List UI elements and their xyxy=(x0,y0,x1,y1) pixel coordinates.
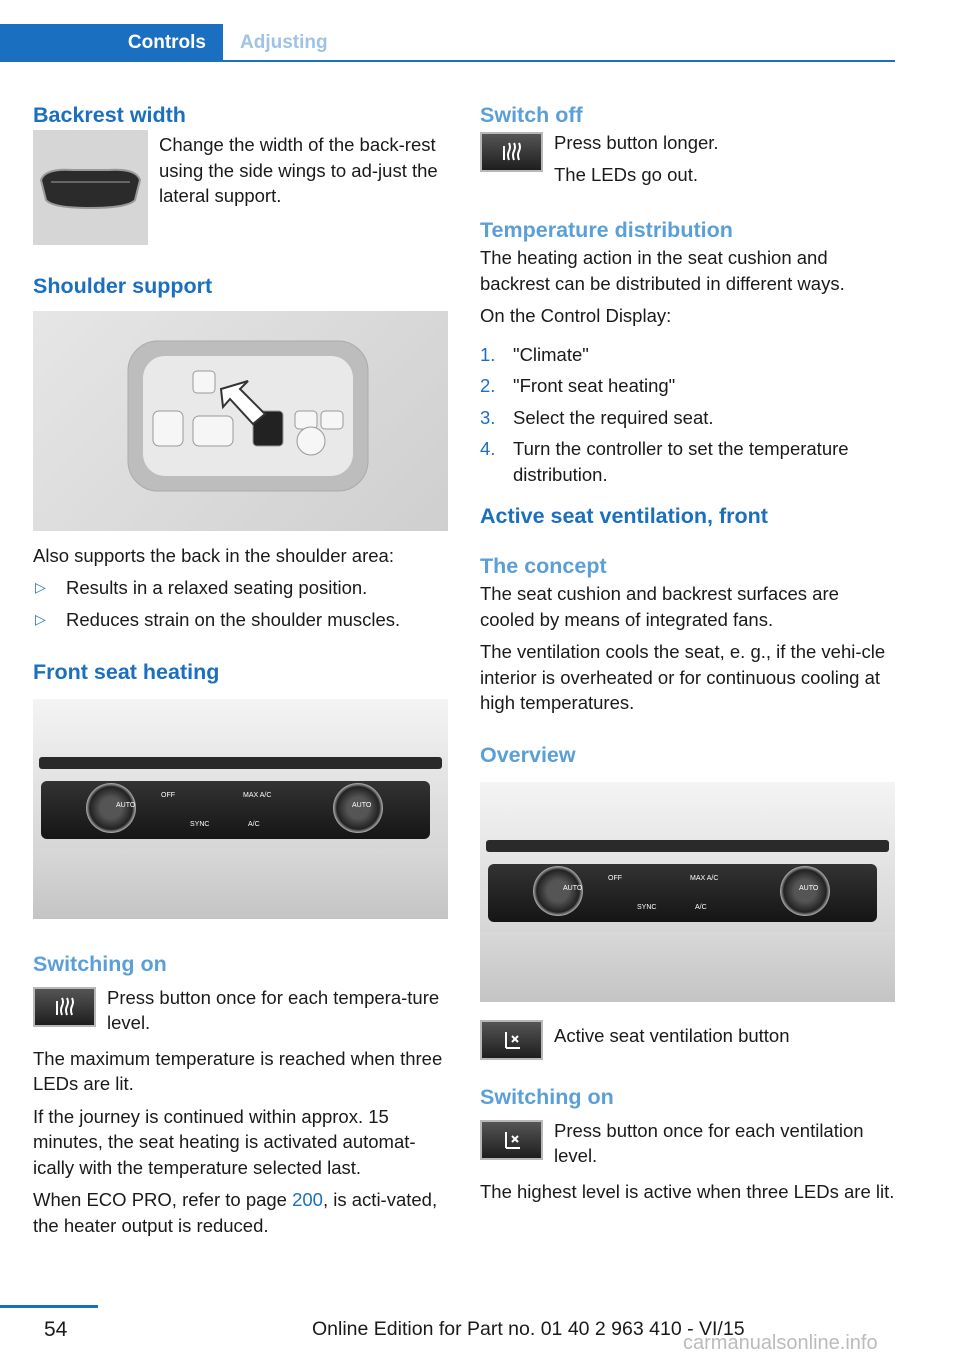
shoulder-bullets xyxy=(33,575,449,633)
backrest-switch-image xyxy=(33,130,148,245)
concept-p1: The seat cushion and backrest surfaces are cooled by means of integrated fans. xyxy=(480,583,839,630)
list-item: 4. Turn the controller to set the temperature distribution. xyxy=(480,438,849,485)
watermark: carmanualsonline.info xyxy=(683,1332,878,1354)
climate-panel-image: AUTO OFF MAX A/C AUTO SYNC A/C xyxy=(33,699,448,919)
heading-the-concept: The concept xyxy=(480,554,607,578)
heading-temperature-distribution: Temperature distribution xyxy=(480,218,733,242)
heading-shoulder-support: Shoulder support xyxy=(33,274,213,298)
tab-adjusting[interactable]: Adjusting xyxy=(240,32,328,53)
heading-front-seat-heating: Front seat heating xyxy=(33,659,220,684)
distribution-steps xyxy=(480,342,896,488)
heating-max-temp: The maximum temperature is reached when three LEDs are lit. xyxy=(33,1047,443,1094)
seat-ventilation-button-icon xyxy=(480,1120,543,1160)
tab-controls[interactable]: Controls xyxy=(0,24,223,62)
heading-backrest-width: Backrest width xyxy=(33,103,186,127)
heading-switching-on-heating: Switching on xyxy=(33,951,167,976)
right-column xyxy=(480,100,896,1204)
distribution-text: The heating action in the seat cushion and backrest can be distributed in different ways. xyxy=(480,247,845,294)
ventilation-highest-level: The highest level is active when three LEDs are lit. xyxy=(480,1180,895,1202)
shoulder-intro: Also supports the back in the shoulder area: xyxy=(33,545,394,566)
switch-off-line1: Press button longer. xyxy=(554,132,719,153)
heating-journey: If the journey is continued within approx. 15 minutes, the seat heating is activated automat-ically with the temperature selected last. xyxy=(33,1105,416,1178)
heating-switch-text: Press button once for each tempera-ture level. xyxy=(107,986,440,1033)
panel-lower xyxy=(33,849,448,919)
triangle-bullet-icon: ▷ xyxy=(35,611,46,627)
list-item: ▷ Reduces strain on the shoulder muscles. xyxy=(33,607,449,633)
switch-off-row xyxy=(480,130,896,193)
page-number: 54 xyxy=(44,1318,68,1341)
header-rule xyxy=(223,60,895,62)
heating-eco-pro: When ECO PRO, refer to page 200, is acti-vated, the heater output is reduced. xyxy=(33,1189,438,1236)
backrest-row xyxy=(33,130,449,245)
climate-panel-image: AUTO OFF MAX A/C AUTO SYNC A/C xyxy=(480,782,895,1002)
triangle-bullet-icon: ▷ xyxy=(35,578,46,595)
panel-strip xyxy=(486,840,889,852)
list-item: 1. "Climate" xyxy=(480,343,589,365)
backrest-description: Change the width of the back-rest using the side wings to ad-just the lateral support. xyxy=(159,134,438,206)
heading-overview: Overview xyxy=(480,742,576,767)
switch-off-line2: The LEDs go out. xyxy=(554,163,698,185)
header-tabs xyxy=(0,0,895,62)
footer-rule xyxy=(0,1305,98,1308)
panel-strip xyxy=(39,757,442,769)
seat-ventilation-button-icon xyxy=(480,1020,543,1060)
seat-heating-button-icon xyxy=(33,987,96,1027)
concept-p2: The ventilation cools the seat, e. g., if the vehi-cle interior is overheated or for continuous cooling at high temperatures. xyxy=(480,641,886,713)
heading-switching-on-ventilation: Switching on xyxy=(480,1084,614,1109)
panel-lower xyxy=(480,932,895,1002)
list-item: 3. Select the required seat. xyxy=(480,406,714,428)
seat-heating-button-icon xyxy=(480,132,543,172)
left-column xyxy=(33,100,449,1238)
ventilation-switch-text: Press button once for each ventilation level. xyxy=(554,1119,864,1166)
page-link[interactable]: 200 xyxy=(292,1189,323,1210)
backrest-switch-icon xyxy=(33,130,148,245)
ventilation-button-row xyxy=(480,1018,896,1060)
heading-switch-off: Switch off xyxy=(480,103,583,127)
ventilation-button-caption: Active seat ventilation button xyxy=(554,1024,790,1046)
distribution-intro: On the Control Display: xyxy=(480,305,672,326)
heating-switch-row xyxy=(33,985,449,1042)
seat-controls-icon xyxy=(33,311,448,531)
heading-active-seat-ventilation: Active seat ventilation, front xyxy=(480,504,768,528)
edition-text: Online Edition for Part no. 01 40 2 963 410 - VI/15 xyxy=(312,1318,745,1340)
list-item: 2. "Front seat heating" xyxy=(480,375,676,396)
ventilation-switch-row xyxy=(480,1118,896,1175)
list-item: ▷ Results in a relaxed seating position. xyxy=(33,575,449,601)
shoulder-support-image xyxy=(33,311,448,531)
